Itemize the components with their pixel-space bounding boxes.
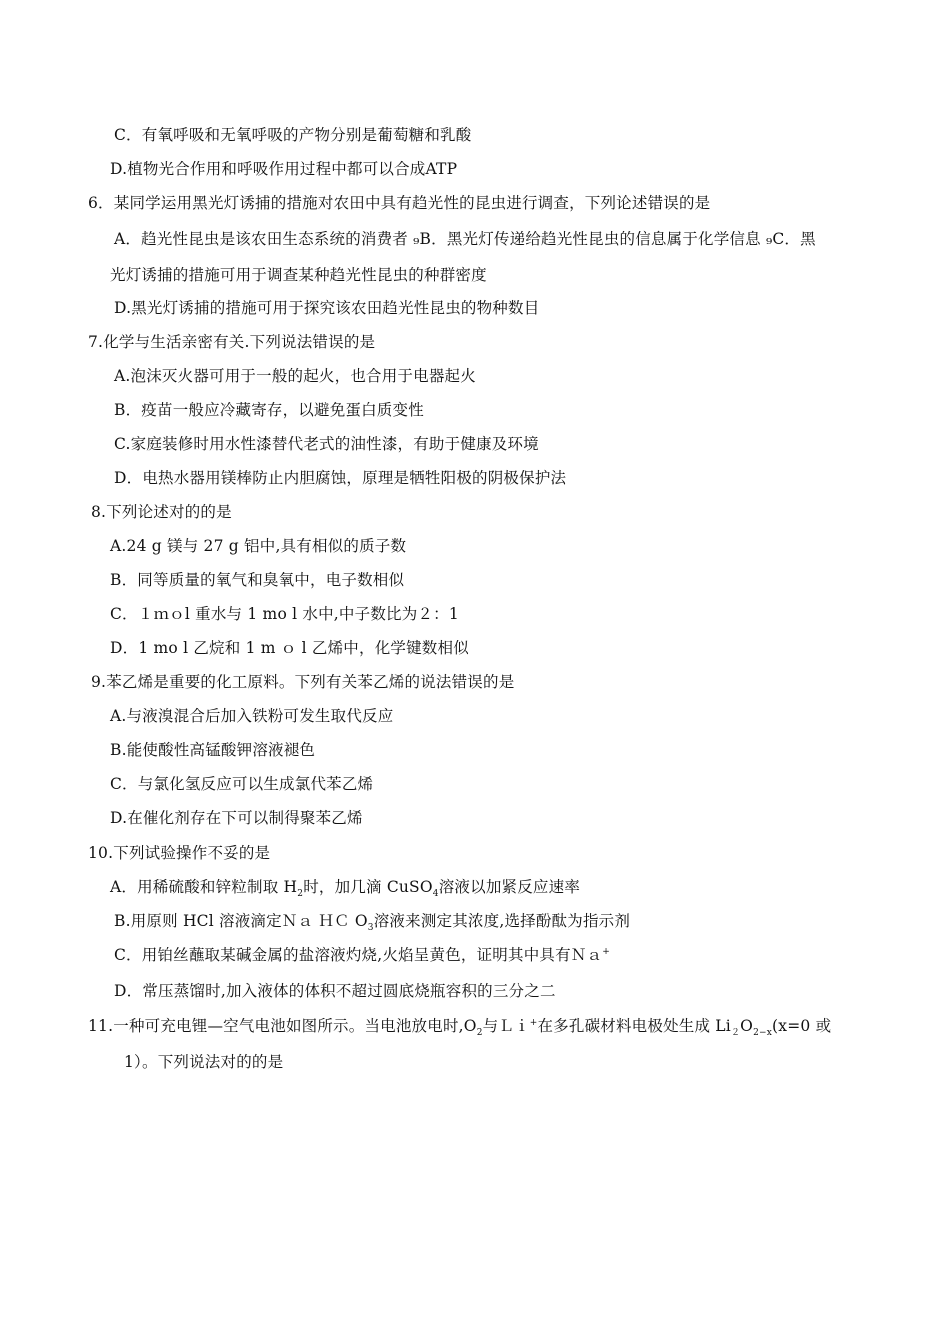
q6-option-d: D.黑光灯诱捕的措施可用于探究该农田趋光性昆虫的物种数目 (114, 299, 540, 317)
q6-stem: 6．某同学运用黑光灯诱捕的措施对农田中具有趋光性的昆虫进行调查，下列论述错误的是 (88, 194, 711, 212)
q7-option-d: D．电热水器用镁棒防止内胆腐蚀，原理是牺牲阳极的阴极保护法 (114, 469, 567, 487)
q8-option-d: D．1 mo l 乙烷和 1 m ｏ l 乙烯中，化学键数相似 (110, 639, 469, 657)
q5-option-d: D.植物光合作用和呼吸作用过程中都可以合成ATP (110, 160, 458, 178)
q10-stem: 10.下列试验操作不妥的是 (88, 844, 271, 862)
q11-stem: 11.一种可充电锂—空气电池如图所示。当电池放电时$,O_2$与Ｌｉ+在多孔碳材料电极处生成 $Li_2O_{2-x}(x=0$ 或 (88, 1017, 832, 1039)
q6-options-abc: A．趋光性昆虫是该农田生态系统的消费者 ₉B．黑光灯传递给趋光性昆虫的信息属于化学信息 ₉C．黑 (114, 230, 816, 248)
q11-stem-cont: 1）。下列说法对的的是 (124, 1053, 284, 1071)
q8-option-b: B．同等质量的氧气和臭氧中，电子数相似 (110, 571, 405, 589)
q10-option-a: A．用稀硫酸和锌粒制取 $H_2$时，加几滴 CuSO$_4$溶液以加紧反应速率 (110, 878, 581, 900)
q10-option-d: D．常压蒸馏时,加入液体的体积不超过圆底烧瓶容积的三分之二 (114, 982, 556, 1000)
q8-option-a: A.24 g 镁与 27 g 铝中,具有相似的质子数 (110, 537, 407, 555)
q10-option-c: C．用铂丝蘸取某碱金属的盐溶液灼烧,火焰呈黄色，证明其中具有Ｎａ+ (114, 946, 610, 964)
q9-stem: 9.苯乙烯是重要的化工原料。下列有关苯乙烯的说法错误的是 (91, 673, 515, 691)
q7-option-b: B．疫苗一般应冷藏寄存，以避免蛋白质变性 (114, 401, 424, 419)
q10-option-b: B.用原则 HCl 溶液滴定Ｎａ ＨＣ $O_3$溶液来测定其浓度,选择酚酞为指示剂 (114, 912, 631, 934)
q8-option-c: C．１ｍｏl 重水与 1 mo l 水中,中子数比为２：1 (110, 605, 459, 623)
q7-option-c: C.家庭装修时用水性漆替代老式的油性漆，有助于健康及环境 (114, 435, 539, 453)
q6-option-c-cont: 光灯诱捕的措施可用于调查某种趋光性昆虫的种群密度 (110, 266, 487, 284)
q9-option-b: B.能使酸性高锰酸钾溶液褪色 (110, 741, 316, 759)
q8-stem: 8.下列论述对的的是 (91, 503, 232, 521)
q7-option-a: A.泡沫灭火器可用于一般的起火，也合用于电器起火 (114, 367, 476, 385)
q5-option-c: C．有氧呼吸和无氧呼吸的产物分别是葡萄糖和乳酸 (114, 126, 472, 144)
q9-option-c: C．与氯化氢反应可以生成氯代苯乙烯 (110, 775, 374, 793)
q9-option-a: A.与液溴混合后加入铁粉可发生取代反应 (110, 707, 394, 725)
q7-stem: 7.化学与生活亲密有关.下列说法错误的是 (88, 333, 376, 351)
q9-option-d: D.在催化剂存在下可以制得聚苯乙烯 (110, 809, 363, 827)
